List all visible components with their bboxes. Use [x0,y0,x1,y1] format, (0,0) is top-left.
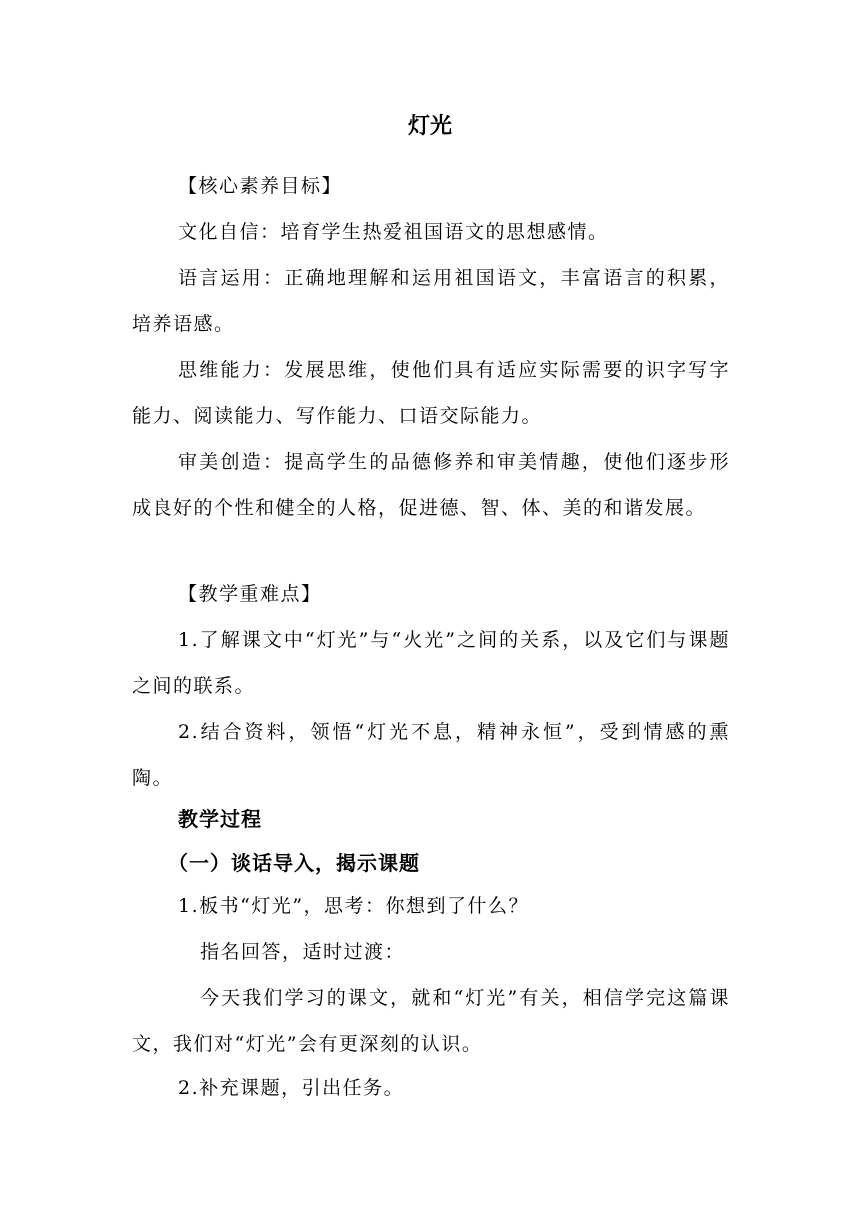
paragraph-thinking: 思维能力：发展思维，使他们具有适应实际需要的识字写字能力、阅读能力、写作能力、口语交际能力。 [132,359,730,427]
core-goals-heading: 【核心素养目标】 [178,175,343,197]
paragraph-culture: 文化自信：培育学生热爱祖国语文的思想感情。 [178,221,609,243]
document-title: 灯光 [407,114,452,139]
step1-answer: 指名回答，适时过渡： [200,941,406,963]
step1-item2: 2.补充课题，引出任务。 [178,1077,405,1099]
paragraph-language: 语言运用：正确地理解和运用祖国语文，丰富语言的积累，培养语感。 [132,267,730,335]
key-points-heading: 【教学重难点】 [178,583,322,605]
paragraph-aesthetic: 审美创造：提高学生的品德修养和审美情趣，使他们逐步形成良好的个性和健全的人格，促进德、智、体、美的和谐发展。 [132,451,730,519]
step1-transition: 今天我们学习的课文，就和“灯光”有关，相信学完这篇课文，我们对“灯光”会有更深刻的认识。 [132,987,730,1055]
step1-item1: 1.板书“灯光”，思考：你想到了什么？ [178,895,530,917]
key-point-1: 1.了解课文中“灯光”与“火光”之间的关系，以及它们与课题之间的联系。 [132,629,730,697]
process-heading: 教学过程 [178,807,262,831]
step1-heading: （一）谈话导入，揭示课题 [168,851,420,875]
key-point-2: 2.结合资料，领悟“灯光不息，精神永恒”，受到情感的熏陶。 [132,721,730,789]
